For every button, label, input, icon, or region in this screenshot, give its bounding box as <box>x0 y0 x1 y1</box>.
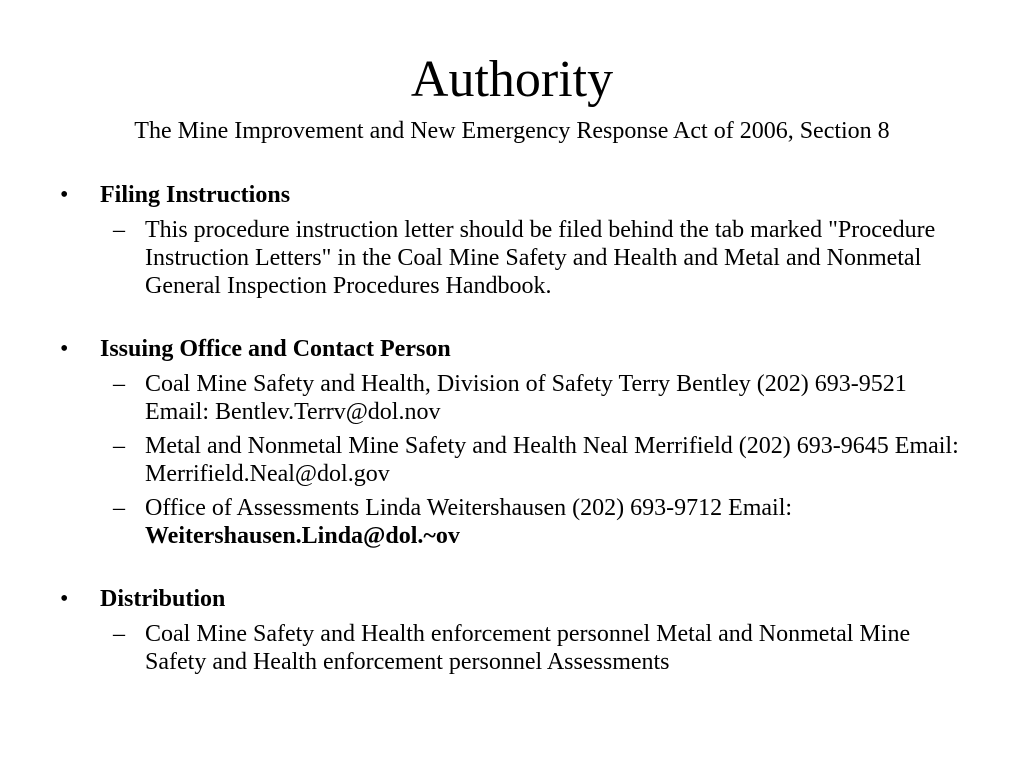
section-spacer <box>60 550 980 584</box>
section-heading: Filing Instructions <box>100 182 291 208</box>
sub-item <box>113 494 975 550</box>
dash-icon: – <box>113 433 125 459</box>
email-address: Weitershausen.Linda@dol.~ov <box>145 523 460 549</box>
bullet-icon: • <box>60 586 69 612</box>
slide-title: Authority <box>410 51 614 108</box>
bullet-icon: • <box>60 336 69 362</box>
sub-item-text: Coal Mine Safety and Health, Division of Safety Terry Bentley (202) 693-9521 Email: Bentlev.Terrv@dol.nov <box>145 371 907 425</box>
section-spacer <box>60 300 980 334</box>
bullet-icon: • <box>60 182 69 208</box>
section-heading: Distribution <box>100 586 226 612</box>
sub-item-text: This procedure instruction letter should be filed behind the tab marked "Procedure Instruction Letters" in the Coal Mine Safety and Health and Metal and Nonmetal General Inspection Procedures Handbook. <box>145 217 936 299</box>
slide-body <box>60 180 980 676</box>
dash-icon: – <box>113 495 125 521</box>
dash-icon: – <box>113 371 125 397</box>
sub-item <box>113 432 975 488</box>
section-issuing-office <box>60 334 980 364</box>
sub-item <box>113 370 975 426</box>
section-distribution <box>60 584 980 614</box>
sub-item <box>113 216 975 300</box>
dash-icon: – <box>113 217 125 243</box>
dash-icon: – <box>113 621 125 647</box>
sub-item-text: Coal Mine Safety and Health enforcement personnel Metal and Nonmetal Mine Safety and Health enforcement personnel Assessments <box>145 621 911 675</box>
section-heading: Issuing Office and Contact Person <box>100 336 451 362</box>
sub-item <box>113 620 975 676</box>
slide-subtitle: The Mine Improvement and New Emergency Response Act of 2006, Section 8 <box>134 118 890 144</box>
section-filing-instructions <box>60 180 980 210</box>
sub-item-text: Metal and Nonmetal Mine Safety and Health Neal Merrifield (202) 693-9645 Email: Merrifield.Neal@dol.gov <box>145 433 959 487</box>
sub-item-text: Office of Assessments Linda Weitershausen (202) 693-9712 Email: <box>145 495 793 521</box>
